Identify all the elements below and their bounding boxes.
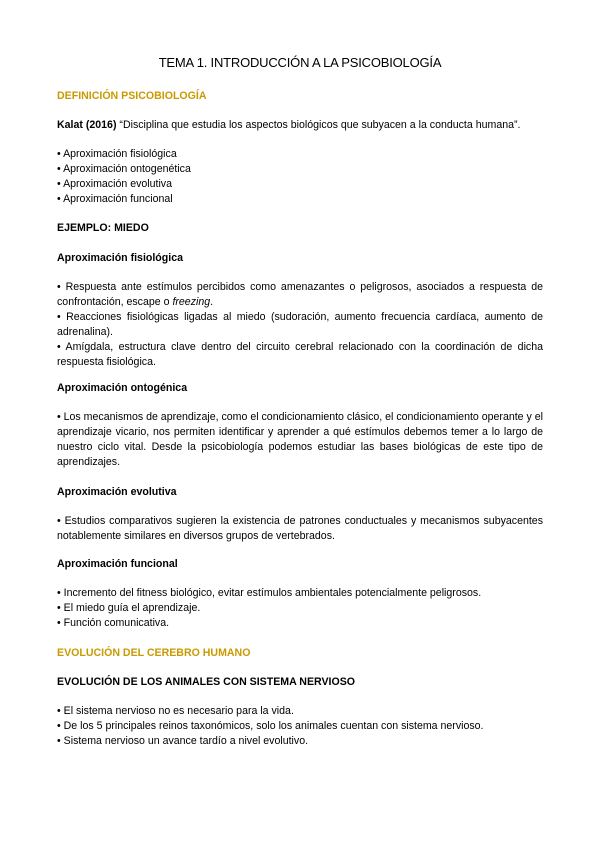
list-item: • Aproximación fisiológica (57, 148, 177, 160)
evolutiva-content (57, 514, 543, 544)
paragraph: • Estudios comparativos sugieren la existencia de patrones conductuales y mecanismos subyacentes notablemente similares en diversos grupos de vertebrados. (57, 515, 543, 542)
list-item: • Aproximación ontogenética (57, 163, 191, 175)
subheading-ontogenica: Aproximación ontogénica (57, 382, 188, 394)
list-item: • Aproximación evolutiva (57, 178, 172, 190)
list-item: • De los 5 principales reinos taxonómicos, solo los animales cuentan con sistema nervioso. (57, 720, 484, 732)
paragraph-text: • Respuesta ante estímulos percibidos como amenazantes o peligrosos, asociados a respuesta de confrontación, escape o (57, 281, 543, 308)
approach-list (57, 147, 543, 207)
list-item: • El sistema nervioso no es necesario para la vida. (57, 705, 294, 717)
list-item: • Incremento del fitness biológico, evitar estímulos ambientales potencialmente peligrosos. (57, 587, 482, 599)
citation-paragraph (57, 118, 543, 133)
list-item: • Sistema nervioso un avance tardío a nivel evolutivo. (57, 735, 309, 747)
section-heading-ejemplo: EJEMPLO: MIEDO (57, 222, 149, 234)
subheading-animales: EVOLUCIÓN DE LOS ANIMALES CON SISTEMA NERVIOSO (57, 676, 356, 688)
list-item: • Función comunicativa. (57, 617, 170, 629)
paragraph (57, 280, 543, 310)
funcional-list (57, 586, 543, 631)
section-heading-definicion: DEFINICIÓN PSICOBIOLOGÍA (57, 90, 207, 102)
evolucion-list (57, 704, 543, 749)
italic-term: freezing (172, 296, 211, 308)
citation-author: Kalat (2016) (57, 119, 117, 131)
paragraph: • Reacciones fisiológicas ligadas al miedo (sudoración, aumento frecuencia cardíaca, aumento de adrenalina). (57, 311, 543, 338)
fisiologica-content (57, 280, 543, 370)
list-item: • Aproximación funcional (57, 193, 173, 205)
page-title: TEMA 1. INTRODUCCIÓN A LA PSICOBIOLOGÍA (158, 55, 442, 70)
citation-text: “Disciplina que estudia los aspectos biológicos que subyacen a la conducta humana”. (116, 119, 521, 131)
list-item: • El miedo guía el aprendizaje. (57, 602, 201, 614)
subheading-fisiologica: Aproximación fisiológica (57, 252, 183, 264)
section-heading-evolucion: EVOLUCIÓN DEL CEREBRO HUMANO (57, 647, 251, 659)
subheading-evolutiva: Aproximación evolutiva (57, 486, 177, 498)
paragraph: • Amígdala, estructura clave dentro del circuito cerebral relacionado con la coordinación de dicha respuesta fisiológica. (57, 341, 543, 368)
subheading-funcional: Aproximación funcional (57, 558, 178, 570)
paragraph-end: . (210, 296, 214, 308)
ontogenica-content (57, 410, 543, 470)
paragraph: • Los mecanismos de aprendizaje, como el condicionamiento clásico, el condicionamiento operante y el aprendizaje vicario, nos permiten identificar y aprender a qué estímulos debemos temer a lo largo de nuestro ciclo vital. Desde la psicobiología podemos estudiar las bases biológicas de este tipo de aprendizajes. (57, 411, 543, 468)
